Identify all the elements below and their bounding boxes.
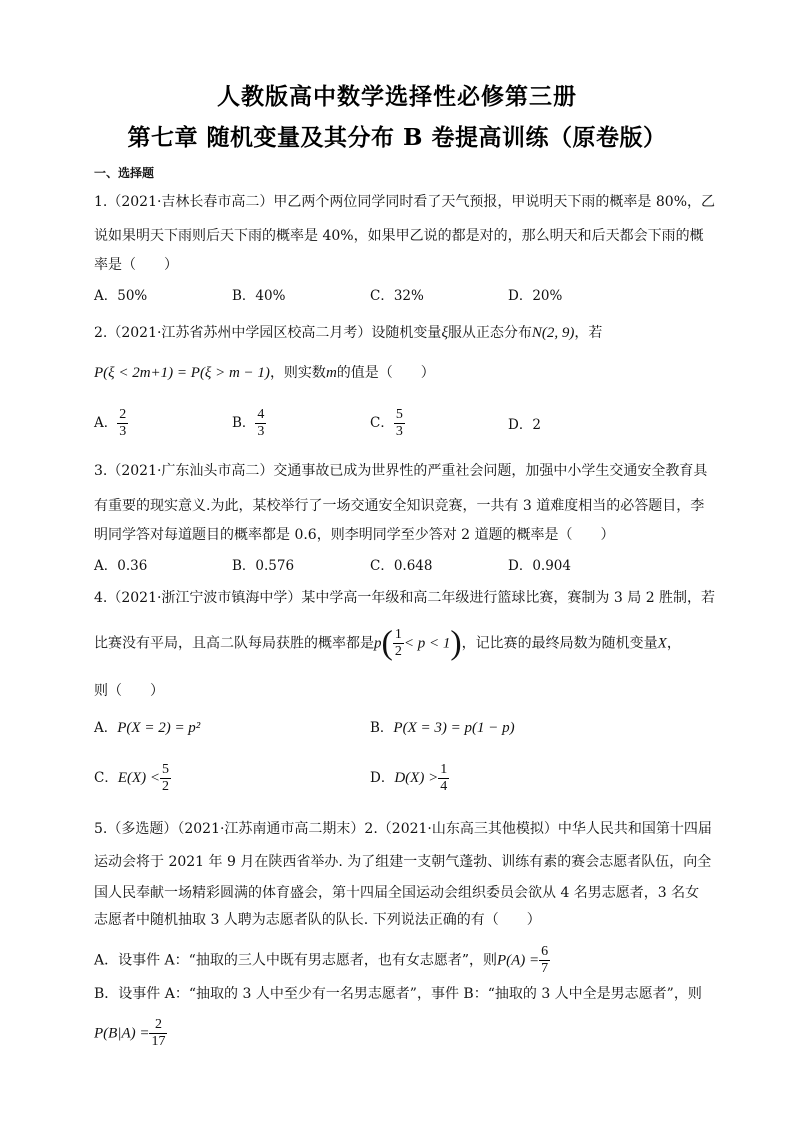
q5-line-4: 志愿者中随机抽取 3 人聘为志愿者队的队长. 下列说法正确的有（ ） [94,912,541,928]
q2-option-d-label: D． [508,417,533,433]
q1-option-b: B．40% [232,288,286,304]
q4-line-3: 则（ ） [94,683,164,699]
q4-option-d-formula: D(X) > [394,770,439,786]
q2-condition-text-b: 的值是（ ） [336,365,435,381]
q4-half-fraction [393,627,404,660]
q4-paren-right: ) [450,624,462,662]
q5-option-b-fraction [149,1017,167,1050]
q4-option-a-formula: P(X = 2) = p² [117,720,201,736]
q2-stem-text-b: 服从正态分布 [447,325,532,341]
q4-option-b-formula: P(X = 3) = p(1 − p) [393,720,515,736]
q4-line-2-text-a: 比赛没有平局，且高二队每局获胜的概率都是 [94,635,374,652]
q5-option-a-formula: P(A) = [496,952,540,969]
q4-line-2 [94,624,681,662]
q4-option-b [370,719,515,737]
q4-line-1: 4.（2021·浙江宁波市镇海中学）某中学高一年级和高二年级进行篮球比赛，赛制为 3 局 2 胜制，若 [94,590,716,606]
q4-option-c [94,762,171,795]
q5-option-b-line-2 [94,1017,167,1050]
q4-X: X [657,635,667,652]
q2-option-b-num: 4 [257,407,265,422]
q2-option-b [232,407,266,440]
q2-stem-text-a: 2.（2021·江苏省苏州中学园区校高二月考）设随机变量 [94,325,442,341]
q3-option-c: C．0.648 [370,558,433,574]
q1-option-c: C．32% [370,288,424,304]
q4-half-num: 1 [394,627,402,642]
q4-paren-left: ( [381,624,393,662]
q2-option-a [94,407,128,440]
q1-line-2: 说如果明天下雨则后天下雨的概率是 40%，如果甲乙说的都是对的，那么明天和后天都会下雨的概 [94,228,704,244]
q3-option-a: A．0.36 [94,558,148,574]
q1-option-a: A．50% [94,288,148,304]
q4-option-d-den: 4 [440,779,448,794]
q4-option-d-fraction [438,762,449,795]
q1-line-1: 1.（2021·吉林长春市高二）甲乙两个两位同学同时看了天气预报，甲说明天下雨的概率是 80%，乙 [94,194,716,210]
q4-option-c-den: 2 [162,779,170,794]
q4-option-c-formula: E(X) < [117,770,161,786]
q2-option-c-num: 5 [395,407,403,422]
q4-option-d-label: D． [370,770,395,786]
q4-option-d [370,762,449,795]
q2-stem [94,324,602,342]
q2-m: m [325,365,337,381]
document-subtitle: 第七章 随机变量及其分布 B 卷提高训练（原卷版） [127,124,667,151]
q5-option-a-fraction [539,944,550,977]
q5-option-a-den: 7 [541,961,549,976]
q4-range: < p < 1 [403,635,451,652]
q5-line-3: 国人民奉献一场精彩圆满的体育盛会，第十四届全国运动会组织委员会欲从 4 名男志愿者，3 名女 [94,885,700,901]
q4-half-den: 2 [394,644,402,659]
section-heading: 一、选择题 [94,166,155,180]
q4-p: p [374,635,382,652]
q4-option-a-label: A． [94,720,118,736]
q5-option-b-den: 17 [151,1034,166,1049]
q4-option-c-num: 5 [162,762,170,777]
q4-option-d-num: 1 [440,762,448,777]
q4-line-2-text-b: ，记比赛的最终局数为随机变量 [461,635,658,652]
q5-option-b-line-1: B．设事件 A：“抽取的 3 人中至少有一名男志愿者”，事件 B：“抽取的 3 人中全是男志愿者”，则 [94,986,702,1002]
q2-option-c-den: 3 [395,424,403,439]
q2-stem-text-c: ，若 [574,325,603,341]
q2-option-c-label: C． [370,415,394,431]
q4-line-2-text-c: ， [666,635,681,652]
q2-option-c [370,407,405,440]
q2-condition-formula: P(ξ < 2m+1) = P(ξ > m − 1) [94,365,270,381]
q1-line-3: 率是（ ） [94,257,178,273]
q3-option-b: B．0.576 [232,558,295,574]
q2-option-b-label: B． [232,415,256,431]
document-title: 人教版高中数学选择性必修第三册 [217,83,577,110]
q2-option-d-text: 2 [532,417,541,433]
q2-option-a-fraction [117,407,128,440]
q5-option-a-text: A．设事件 A：“抽取的三人中既有男志愿者，也有女志愿者”，则 [94,952,497,969]
q3-line-3: 明同学答对每道题目的概率都是 0.6，则李明同学至少答对 2 道题的概率是（ ） [94,527,615,543]
q2-xi: ξ [441,325,448,341]
q5-line-2: 运动会将于 2021 年 9 月在陕西省举办. 为了组建一支朝气蓬勃、训练有素的赛会志愿者队伍，向全 [94,854,712,870]
q3-option-d: D．0.904 [508,558,571,574]
q5-option-a [94,944,550,977]
q2-option-a-label: A． [94,415,118,431]
q2-option-b-fraction [255,407,266,440]
q2-normal: N(2, 9) [531,325,575,341]
q4-option-b-label: B． [370,720,394,736]
q2-condition [94,364,435,382]
q5-option-b-formula: P(B|A) = [94,1025,150,1042]
q4-option-c-fraction [160,762,171,795]
q4-option-c-label: C． [94,770,118,786]
q2-option-d [508,416,541,434]
q5-option-a-num: 6 [541,944,549,959]
q5-line-1: 5.（多选题）（2021·江苏南通市高二期末）2.（2021·山东高三其他模拟）中华人民共和国第十四届 [94,821,712,837]
q1-option-d: D．20% [508,288,563,304]
q3-line-2: 有重要的现实意义.为此，某校举行了一场交通安全知识竞赛，一共有 3 道难度相当的必答题目，李 [94,498,705,514]
q5-option-b-num: 2 [149,1017,167,1034]
q2-condition-text-a: ，则实数 [269,365,326,381]
q2-option-b-den: 3 [257,424,265,439]
q3-line-1: 3.（2021·广东汕头市高二）交通事故已成为世界性的严重社会问题，加强中小学生交通安全教育具 [94,463,708,479]
q2-option-a-den: 3 [119,424,127,439]
q2-option-c-fraction [394,407,405,440]
q4-option-a [94,719,200,737]
q2-option-a-num: 2 [119,407,127,422]
